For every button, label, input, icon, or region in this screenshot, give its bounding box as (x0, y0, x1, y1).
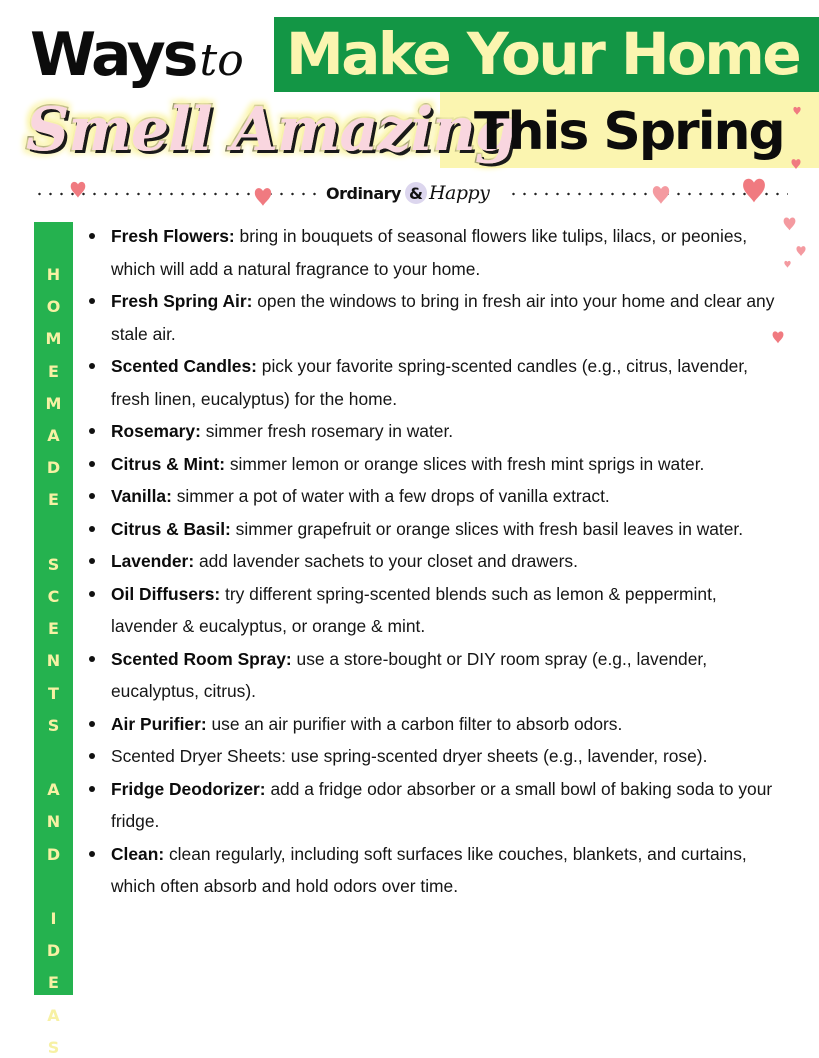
tip-label: Vanilla: (111, 486, 172, 506)
list-item (88, 285, 778, 350)
tip-description: simmer a pot of water with a few drops of vanilla extract. (171, 486, 610, 506)
sidebar-letter: A (47, 426, 60, 445)
tip-description: simmer lemon or orange slices with fresh mint sprigs in water. (225, 453, 705, 474)
sidebar-letter: E (48, 619, 59, 639)
tip-description: simmer fresh rosemary in water. (200, 421, 454, 441)
title-to-script: to (199, 35, 244, 86)
heart-icon (784, 260, 791, 268)
bullet-icon (89, 428, 95, 434)
heart-icon (652, 184, 670, 205)
title-smell-amazing: Smell Amazing (26, 95, 516, 165)
tip-label: Fresh Spring Air: (111, 291, 253, 311)
tip-label: Lavender: (111, 551, 195, 571)
heart-icon (70, 180, 86, 198)
sidebar-letter: D (46, 458, 61, 478)
sidebar-letter: N (46, 651, 61, 671)
sidebar-letter: I (50, 909, 57, 928)
bullet-icon (89, 493, 95, 499)
tip-label: Fridge Deodorizer: (111, 778, 266, 799)
sidebar-letter: M (45, 393, 62, 413)
list-item (88, 350, 778, 415)
heart-icon (742, 176, 766, 204)
sidebar-vertical-label (34, 222, 73, 1057)
list-item (88, 578, 778, 643)
list-item (88, 773, 778, 838)
sidebar-letter: A (47, 1005, 60, 1025)
heart-icon (783, 216, 796, 231)
sidebar-letter: E (48, 490, 59, 510)
tip-description: pick your favorite spring-scented candles (e.g., citrus, lavender, fresh linen, eucalyptus) for the home. (111, 356, 748, 409)
title-ways-to (30, 22, 244, 88)
list-item (88, 513, 778, 546)
list-item (88, 740, 778, 773)
sidebar-letter: S (47, 1037, 60, 1057)
tip-description: add lavender sachets to your closet and drawers. (194, 551, 578, 571)
title-make-your-home: Make Your Home (286, 20, 800, 88)
bullet-icon (89, 721, 95, 727)
sidebar-letter: A (47, 780, 60, 800)
tip-description: use a store-bought or DIY room spray (e.g., lavender, eucalyptus, citrus). (111, 648, 708, 701)
list-item (88, 643, 778, 708)
sidebar-letter: T (48, 683, 59, 703)
title-this-spring: This Spring (474, 102, 784, 162)
heart-icon (793, 106, 801, 115)
heart-icon (796, 245, 806, 257)
tip-description: try different spring-scented blends such as lemon & peppermint, lavender & eucalyptus, or orange & mint. (111, 583, 717, 636)
sidebar-letter: C (47, 587, 60, 606)
heart-icon (254, 186, 272, 207)
bullet-icon (89, 591, 95, 597)
list-item (88, 838, 778, 903)
bullet-icon (89, 786, 95, 792)
bullet-icon (89, 233, 95, 239)
brand-logo (326, 178, 489, 208)
sidebar-letter: D (46, 941, 61, 961)
list-item (88, 545, 778, 578)
sidebar-letter: S (47, 554, 60, 574)
tip-description: clean regularly, including soft surfaces like couches, blankets, and curtains, which often absorb and hold odors over time. (111, 843, 747, 896)
tip-label: Fresh Flowers: (111, 226, 235, 246)
brand-ampersand-badge (405, 182, 427, 204)
bullet-icon (89, 656, 95, 662)
bullet-icon (89, 461, 95, 467)
bullet-icon (89, 298, 95, 304)
tip-description: bring in bouquets of seasonal flowers like tulips, lilacs, or peonies, which will add a natural fragrance to your home. (111, 226, 748, 279)
sidebar-letter: H (46, 265, 61, 284)
sidebar-letter: S (47, 715, 60, 735)
bullet-icon (89, 753, 95, 759)
list-item (88, 708, 778, 741)
list-item (88, 415, 778, 448)
list-item (88, 448, 778, 481)
tip-description: simmer grapefruit or orange slices with fresh basil leaves in water. (230, 518, 744, 539)
tip-label: Scented Room Spray: (111, 648, 292, 669)
tip-description: use an air purifier with a carbon filter to absorb odors. (206, 713, 623, 734)
title-ways: Ways (30, 20, 196, 90)
brand-word-happy: Happy (428, 182, 490, 204)
sidebar-letter: E (48, 361, 59, 381)
tip-description: Scented Dryer Sheets: use spring-scented dryer sheets (e.g., lavender, rose). (111, 746, 708, 766)
tip-label: Scented Candles: (111, 356, 257, 376)
brand-ampersand: & (408, 183, 423, 203)
tip-description: open the windows to bring in fresh air into your home and clear any stale air. (111, 291, 775, 344)
list-item (88, 220, 778, 285)
header-green-banner (274, 17, 819, 92)
sidebar-letter: M (45, 329, 62, 349)
brand-word-ordinary: Ordinary (326, 183, 401, 203)
tip-label: Oil Diffusers: (111, 583, 221, 604)
bullet-icon (89, 526, 95, 532)
tips-list (88, 220, 778, 903)
bullet-icon (89, 558, 95, 564)
tip-description: add a fridge odor absorber or a small bowl of baking soda to your fridge. (111, 778, 773, 831)
tip-label: Air Purifier: (111, 713, 207, 734)
bullet-icon (89, 851, 95, 857)
tip-label: Rosemary: (111, 421, 201, 441)
bullet-icon (89, 363, 95, 369)
sidebar-letter: D (46, 844, 61, 864)
tip-label: Citrus & Mint: (111, 453, 225, 474)
heart-icon (791, 158, 801, 170)
sidebar-letter: O (46, 297, 61, 317)
sidebar-letter: N (46, 812, 61, 832)
tip-label: Citrus & Basil: (111, 518, 231, 539)
list-item (88, 480, 778, 513)
sidebar-letter: E (48, 973, 59, 993)
tip-label: Clean: (111, 843, 165, 864)
